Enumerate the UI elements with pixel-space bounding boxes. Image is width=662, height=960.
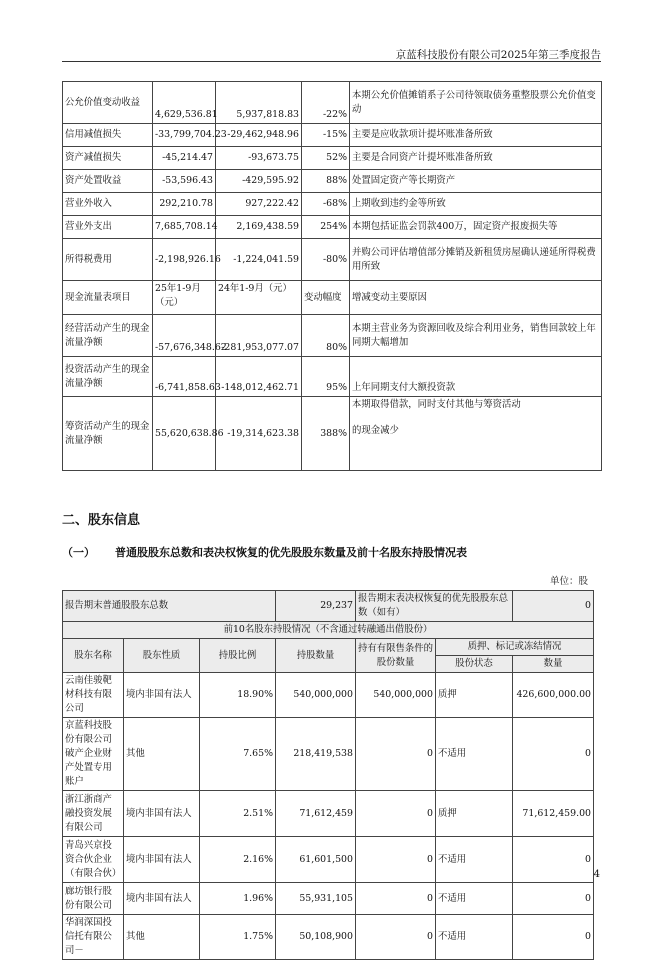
item-cell: 资产处置收益 xyxy=(63,170,153,193)
table-row xyxy=(63,82,602,124)
count-header: 数量 xyxy=(513,656,594,673)
table-row xyxy=(63,357,602,397)
change-header: 变动幅度 xyxy=(302,281,350,315)
reason-cell: 并购公司评估增值部分摊销及新租赁房屋确认递延所得税费用所致 xyxy=(350,239,602,281)
prior-value-cell: -429,595.92 xyxy=(216,170,302,193)
shareholder-name: 青岛兴京投资合伙企业（有限合伙） xyxy=(63,837,124,883)
change-cell: 95% xyxy=(302,357,350,397)
share-status: 质押 xyxy=(436,791,513,837)
shareholder-name: 京蓝科技股份有限公司破产企业财产处置专用账户 xyxy=(63,718,124,791)
current-value-cell: -45,214.47 xyxy=(153,147,216,170)
reason-line-bottom: 的现金减少 xyxy=(352,425,399,436)
table-row xyxy=(63,915,594,960)
item-cell: 经营活动产生的现金流量净额 xyxy=(63,315,153,357)
table-row xyxy=(63,147,602,170)
ratio-header: 持股比例 xyxy=(200,639,276,673)
prior-period-header: 24年1-9月（元） xyxy=(216,281,302,315)
current-value-cell: -53,596.43 xyxy=(153,170,216,193)
shareholding-quantity: 218,419,538 xyxy=(276,718,356,791)
header-row xyxy=(63,639,594,656)
shareholder-name: 浙江浙商产融投资发展有限公司 xyxy=(63,791,124,837)
table-row xyxy=(63,673,594,718)
top10-title-row xyxy=(63,622,594,639)
shareholder-nature: 其他 xyxy=(124,915,200,960)
prior-value-cell: -19,314,623.38 xyxy=(216,397,302,471)
pledged-count: 71,612,459.00 xyxy=(513,791,594,837)
item-cell: 筹资活动产生的现金流量净额 xyxy=(63,397,153,471)
shareholding-quantity: 71,612,459 xyxy=(276,791,356,837)
table-row xyxy=(63,718,594,791)
nature-header: 股东性质 xyxy=(124,639,200,673)
shareholding-ratio: 18.90% xyxy=(200,673,276,718)
shareholding-ratio: 1.75% xyxy=(200,915,276,960)
share-status: 不适用 xyxy=(436,915,513,960)
current-value-cell: 292,210.78 xyxy=(153,193,216,216)
current-value-cell: 4,629,536.81 xyxy=(153,82,216,124)
shareholders-table xyxy=(62,590,594,960)
subtitle-number: （一） xyxy=(62,546,95,559)
reason-cell: 本期包括证监会罚款400万，固定资产报废损失等 xyxy=(350,216,602,239)
preferred-shareholders-label: 报告期末表决权恢复的优先股股东总数（如有） xyxy=(356,591,513,622)
restricted-header: 持有有限售条件的股份数量 xyxy=(356,639,436,673)
subtitle-text: 普通股股东总数和表决权恢复的优先股股东数量及前十名股东持股情况表 xyxy=(115,546,467,559)
shareholder-nature: 境内非国有法人 xyxy=(124,837,200,883)
top10-title: 前10名股东持股情况（不含通过转融通出借股份） xyxy=(63,622,594,639)
restricted-shares: 540,000,000 xyxy=(356,673,436,718)
current-value-cell: -2,198,926.16 xyxy=(153,239,216,281)
restricted-shares: 0 xyxy=(356,837,436,883)
table-row xyxy=(63,239,602,281)
quantity-header: 持股数量 xyxy=(276,639,356,673)
prior-value-cell: -148,012,462.71 xyxy=(216,357,302,397)
table-row xyxy=(63,124,602,147)
table-row xyxy=(63,216,602,239)
share-status: 不适用 xyxy=(436,837,513,883)
shareholder-nature: 境内非国有法人 xyxy=(124,883,200,915)
name-header: 股东名称 xyxy=(63,639,124,673)
change-cell: -22% xyxy=(302,82,350,124)
change-cell: 388% xyxy=(302,397,350,471)
table-row xyxy=(63,883,594,915)
table-row xyxy=(63,170,602,193)
reason-cell: 上期收到违约金等所致 xyxy=(350,193,602,216)
changes-table xyxy=(62,81,602,471)
reason-cell: 主要是应收款项计提坏账准备所致 xyxy=(350,124,602,147)
reason-cell: 本期主营业务为资源回收及综合利用业务，销售回款较上年同期大幅增加 xyxy=(350,315,602,357)
section-title: 二、股东信息 xyxy=(62,513,141,528)
shareholder-name: 华润深国投信托有限公司－ xyxy=(63,915,124,960)
prior-value-cell: -29,462,948.96 xyxy=(216,124,302,147)
restricted-shares: 0 xyxy=(356,791,436,837)
item-cell: 资产减值损失 xyxy=(63,147,153,170)
total-shareholders-value: 29,237 xyxy=(276,591,356,622)
shareholding-ratio: 2.51% xyxy=(200,791,276,837)
prior-value-cell: -1,224,041.59 xyxy=(216,239,302,281)
pledged-count: 0 xyxy=(513,915,594,960)
current-value-cell: 7,685,708.14 xyxy=(153,216,216,239)
current-value-cell: -57,676,348.62 xyxy=(153,315,216,357)
shareholder-name: 廊坊银行股份有限公司 xyxy=(63,883,124,915)
change-cell: 88% xyxy=(302,170,350,193)
unit-label: 单位：股 xyxy=(549,576,588,587)
reason-cell: 主要是合同资产计提坏账准备所致 xyxy=(350,147,602,170)
header-divider xyxy=(62,61,601,62)
pledged-count: 426,600,000.00 xyxy=(513,673,594,718)
preferred-shareholders-value: 0 xyxy=(513,591,594,622)
shareholder-name: 云南佳骏靶材科技有限公司 xyxy=(63,673,124,718)
shareholding-ratio: 7.65% xyxy=(200,718,276,791)
status-header: 股份状态 xyxy=(436,656,513,673)
prior-value-cell: 927,222.42 xyxy=(216,193,302,216)
change-cell: -80% xyxy=(302,239,350,281)
item-cell: 营业外支出 xyxy=(63,216,153,239)
item-cell: 营业外收入 xyxy=(63,193,153,216)
current-value-cell: -6,741,858.63 xyxy=(153,357,216,397)
shareholding-ratio: 2.16% xyxy=(200,837,276,883)
share-status: 质押 xyxy=(436,673,513,718)
prior-value-cell: -281,953,077.07 xyxy=(216,315,302,357)
change-cell: -15% xyxy=(302,124,350,147)
pledged-count: 0 xyxy=(513,883,594,915)
cashflow-header-row xyxy=(63,281,602,315)
reason-line-top: 本期取得借款，同时支付其他与筹资活动 xyxy=(352,399,521,410)
shareholder-nature: 境内非国有法人 xyxy=(124,673,200,718)
shareholding-quantity: 540,000,000 xyxy=(276,673,356,718)
table-row xyxy=(63,315,602,357)
table-row xyxy=(63,193,602,216)
restricted-shares: 0 xyxy=(356,883,436,915)
current-value-cell: -33,799,704.23 xyxy=(153,124,216,147)
change-cell: 254% xyxy=(302,216,350,239)
reason-cell xyxy=(350,397,602,471)
item-cell: 公允价值变动收益 xyxy=(63,82,153,124)
prior-value-cell: 2,169,438.59 xyxy=(216,216,302,239)
pledged-count: 0 xyxy=(513,718,594,791)
reason-cell: 处置固定资产等长期资产 xyxy=(350,170,602,193)
item-cell: 所得税费用 xyxy=(63,239,153,281)
reason-cell: 本期公允价值摊销系子公司待领取债务重整股票公允价值变动 xyxy=(350,82,602,124)
cashflow-item-header: 现金流量表项目 xyxy=(63,281,153,315)
section-subtitle xyxy=(62,544,467,560)
shareholding-ratio: 1.96% xyxy=(200,883,276,915)
shareholding-quantity: 50,108,900 xyxy=(276,915,356,960)
page-number: 4 xyxy=(593,869,600,880)
item-cell: 投资活动产生的现金流量净额 xyxy=(63,357,153,397)
share-status: 不适用 xyxy=(436,883,513,915)
pledged-count: 0 xyxy=(513,837,594,883)
change-cell: 52% xyxy=(302,147,350,170)
change-cell: 80% xyxy=(302,315,350,357)
shareholding-quantity: 55,931,105 xyxy=(276,883,356,915)
summary-row xyxy=(63,591,594,622)
table-row xyxy=(63,397,602,471)
total-shareholders-label: 报告期末普通股股东总数 xyxy=(63,591,276,622)
restricted-shares: 0 xyxy=(356,915,436,960)
pledge-header: 质押、标记或冻结情况 xyxy=(436,639,594,656)
restricted-shares: 0 xyxy=(356,718,436,791)
item-cell: 信用减值损失 xyxy=(63,124,153,147)
prior-value-cell: 5,937,818.83 xyxy=(216,82,302,124)
table-row xyxy=(63,791,594,837)
reason-header: 增减变动主要原因 xyxy=(350,281,602,315)
change-cell: -68% xyxy=(302,193,350,216)
share-status: 不适用 xyxy=(436,718,513,791)
page-header: 京蓝科技股份有限公司2025年第三季度报告 xyxy=(395,49,601,61)
shareholding-quantity: 61,601,500 xyxy=(276,837,356,883)
current-value-cell: 55,620,638.86 xyxy=(153,397,216,471)
prior-value-cell: -93,673.75 xyxy=(216,147,302,170)
shareholder-nature: 境内非国有法人 xyxy=(124,791,200,837)
reason-cell: 上年同期支付大额投资款 xyxy=(350,357,602,397)
table-row xyxy=(63,837,594,883)
current-period-header: 25年1-9月（元） xyxy=(153,281,216,315)
shareholder-nature: 其他 xyxy=(124,718,200,791)
